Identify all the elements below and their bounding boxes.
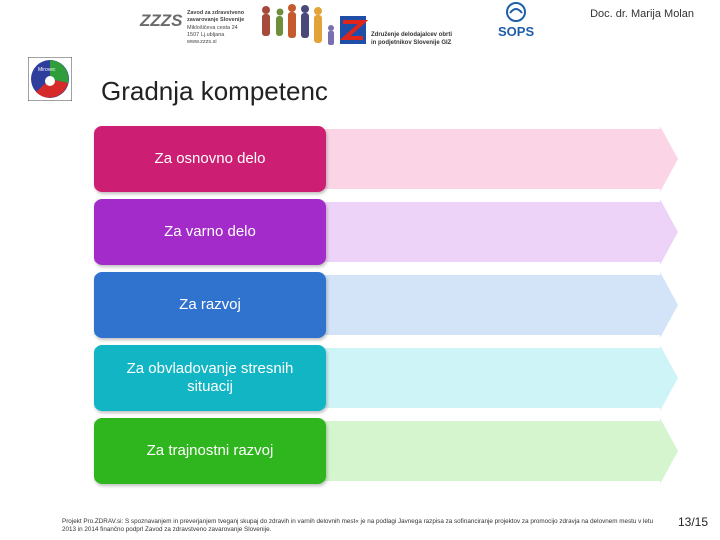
mirovec-badge-icon [28,57,72,101]
badge-label: Mirovec [38,67,56,73]
zzzs-address [186,10,245,45]
zdruzenje-line-1: Združenje delodajalcev obrti [371,32,453,38]
competence-row [94,199,678,265]
competence-label: Za trajnostni razvoj [146,442,274,459]
competence-row [94,126,678,192]
competence-row [94,345,678,411]
zdruzenje-text [371,32,452,46]
competence-label: Za varno delo [164,223,256,240]
zdruzenje-logo-icon [340,16,366,44]
competence-box-2 [94,199,326,265]
competence-box-5 [94,418,326,484]
competence-box-3 [94,272,326,338]
competence-row [94,418,678,484]
zzzs-line-2: zavarovanje Slovenije [187,17,245,23]
competence-label: Za osnovno delo [154,150,266,167]
people-silhouettes-icon [262,4,334,45]
page-number: 13/15 [677,515,708,529]
zzzs-line-3: Miklošičeva cesta 24 [187,25,238,31]
zzzs-line-5: www.zzzs.si [187,39,217,45]
author-name: Doc. dr. Marija Molan [590,8,694,20]
zdruzenje-line-2: in podjetnikov Slovenije GIZ [371,40,452,46]
competence-box-1 [94,126,326,192]
zzzs-line-4: 1507 Lj.ubljana [187,32,225,38]
competence-label: Za obvladovanje stresnih situacij [126,360,294,395]
sops-logo: SOPS [498,24,535,39]
slide-title: Gradnja kompetenc [101,76,328,106]
zzzs-line-1: Zavod za zdravstveno [187,10,245,16]
sops-logo-icon [507,3,525,21]
competence-label: Za razvoj [179,296,241,313]
partner-logos [135,2,555,58]
footer-funding-note: Projekt Pro.ZDRAV.si: S spoznavanjem in preverjanjem tveganj skupaj do zdravih in varnih delovnih mest« je na podlagi Javnega razpisa za sofinanciranje projektov za promocijo zdravja na delovnem mestu v letu 2013 in 2014 finančno podprl Zavod za zdravstveno zavarovanje Slovenije. [62,518,654,533]
competence-box-4 [94,345,326,411]
zzzs-logo: ZZZS [140,11,183,30]
competence-row [94,272,678,338]
